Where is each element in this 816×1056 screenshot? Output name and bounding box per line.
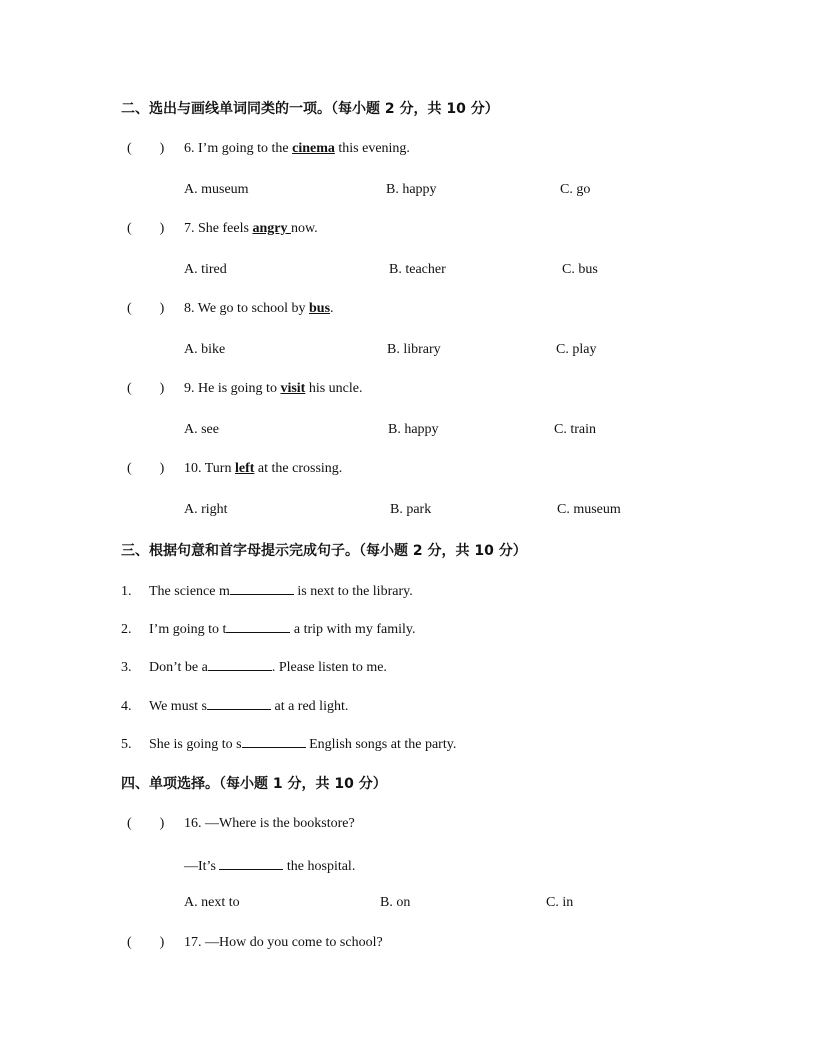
underlined-word: angry [252,221,291,236]
answer-blank[interactable] [208,658,272,671]
answer-paren[interactable]: ( ) [127,935,165,950]
answer-paren[interactable]: ( ) [127,221,165,236]
question-7: ( ) 7. She feels angry now. [127,221,318,236]
underlined-word: bus [309,301,331,316]
answer-blank[interactable] [230,582,294,595]
question-16-reply: —It’s the hospital. [184,859,356,874]
question-16: ( ) 16. —Where is the bookstore? [127,816,355,831]
option-b[interactable]: B. on [380,895,411,910]
option-c[interactable]: C. museum [557,502,621,517]
option-a[interactable]: A. right [184,502,228,517]
fill-item-3: 3. Don’t be a . Please listen to me. [121,660,387,675]
option-b[interactable]: B. park [390,502,432,517]
option-b[interactable]: B. happy [386,182,437,197]
option-a[interactable]: A. next to [184,895,240,910]
fill-item-4: 4. We must s at a red light. [121,699,349,714]
answer-blank[interactable] [226,620,290,633]
fill-item-1: 1. The science m is next to the library. [121,584,413,599]
option-c[interactable]: C. go [560,182,591,197]
option-c[interactable]: C. in [546,895,574,910]
answer-paren[interactable]: ( ) [127,461,165,476]
answer-paren[interactable]: ( ) [127,301,165,316]
underlined-word: visit [280,381,306,396]
answer-paren[interactable]: ( ) [127,381,165,396]
option-c[interactable]: C. bus [562,262,598,277]
answer-paren[interactable]: ( ) [127,816,165,831]
answer-blank[interactable] [242,735,306,748]
section-3-heading: 三、根据句意和首字母提示完成句子。（每小题 2 分，共 10 分） [121,543,527,559]
answer-blank[interactable] [219,857,283,870]
question-17: ( ) 17. —How do you come to school? [127,935,383,950]
fill-item-2: 2. I’m going to t a trip with my family. [121,622,416,637]
answer-blank[interactable] [207,697,271,710]
question-8: ( ) 8. We go to school by bus. [127,301,334,316]
question-9: ( ) 9. He is going to visit his uncle. [127,381,363,396]
option-b[interactable]: B. library [387,342,441,357]
option-c[interactable]: C. play [556,342,597,357]
option-a[interactable]: A. bike [184,342,226,357]
option-b[interactable]: B. happy [388,422,439,437]
question-10: ( ) 10. Turn left at the crossing. [127,461,343,476]
option-a[interactable]: A. museum [184,182,249,197]
underlined-word: left [234,461,255,476]
section-2-heading: 二、选出与画线单词同类的一项。（每小题 2 分，共 10 分） [121,101,499,117]
section-4-heading: 四、单项选择。（每小题 1 分，共 10 分） [121,776,387,792]
option-b[interactable]: B. teacher [389,262,446,277]
underlined-word: cinema [292,141,335,156]
option-c[interactable]: C. train [554,422,596,437]
option-a[interactable]: A. see [184,422,219,437]
question-6: ( ) 6. I’m going to the cinema this evening. [127,141,410,156]
answer-paren[interactable]: ( ) [127,141,165,156]
fill-item-5: 5. She is going to s English songs at the party. [121,737,457,752]
option-a[interactable]: A. tired [184,262,227,277]
